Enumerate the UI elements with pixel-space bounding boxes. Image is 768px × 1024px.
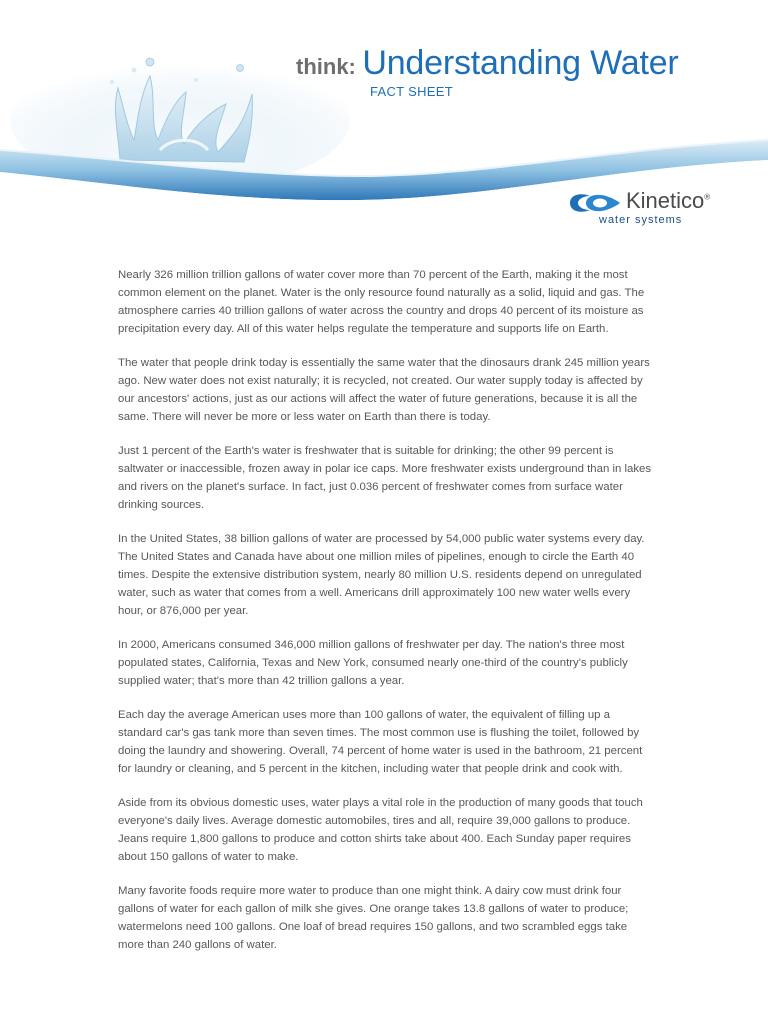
title-line [296, 46, 756, 80]
title-block [296, 46, 756, 99]
kinetico-logo [566, 186, 736, 230]
paragraph: Just 1 percent of the Earth's water is freshwater that is suitable for drinking; the other 99 percent is saltwater or inaccessible, frozen away in polar ice caps. More freshwater exists underground than in lakes and rivers on the planet's surface. In fact, just 0.036 percent of freshwater comes from surface water drinking sources. [118, 445, 652, 511]
water-splash-header-image [0, 0, 768, 215]
paragraph: Nearly 326 million trillion gallons of water cover more than 70 percent of the Earth, making it the most common element on the planet. Water is the only resource found naturally as a solid, liquid and gas. The atmosphere carries 40 trillion gallons of water across the country and drops 40 percent of its moisture as precipitation every day. All of this water helps regulate the temperature and supports life on Earth. [118, 269, 645, 335]
logo-tagline: water systems [599, 214, 683, 226]
logo-name-text: Kinetico [626, 188, 705, 213]
registered-mark: ® [704, 192, 711, 202]
paragraph: Each day the average American uses more than 100 gallons of water, the equivalent of filling up a standard car's gas tank more than seven times. The most common use is flushing the toilet, followed by doing the laundry and showering. Overall, 74 percent of home water is used in the bathroom, 21 percent for laundry or cleaning, and 5 percent in the kitchen, including water that people drink and cook with. [118, 709, 643, 775]
paragraph: Many favorite foods require more water to produce than one might think. A dairy cow must drink four gallons of water for each gallon of milk she gives. One orange takes 13.8 gallons of water to produce; watermelons need 100 gallons. One loaf of bread requires 150 gallons, and two scrambled eggs take more than 240 gallons of water. [118, 885, 629, 951]
logo-name [626, 188, 710, 214]
think-label: think: [296, 54, 356, 79]
paragraph: In the United States, 38 billion gallons of water are processed by 54,000 public water systems every day. The United States and Canada have about one million miles of pipelines, enough to circle the Earth 40 times. Despite the extensive distribution system, nearly 80 million U.S. residents depend on unregulated water, such as water that comes from a well. Americans drill approximately 100 new water wells every hour, or 876,000 per year. [118, 533, 645, 617]
page-title: Understanding Water [362, 44, 679, 82]
paragraph: In 2000, Americans consumed 346,000 million gallons of freshwater per day. The nation's three most populated states, California, Texas and New York, consumed nearly one-third of the country's publicly supplied water; that's more than 42 trillion gallons a year. [118, 639, 628, 687]
kinetico-swirl-logo-icon [566, 190, 622, 216]
page-subtitle: FACT SHEET [370, 84, 453, 99]
paragraph: Aside from its obvious domestic uses, water plays a vital role in the production of many goods that touch everyone's daily lives. Average domestic automobiles, tires and all, require 39,000 gallons to produce. Jeans require 1,800 gallons to produce and cotton shirts take about 400. Each Sunday paper requires about 150 gallons of water to make. [118, 797, 643, 863]
paragraph: The water that people drink today is essentially the same water that the dinosaurs drank 245 million years ago. New water does not exist naturally; it is recycled, not created. Our water supply today is affected by our ancestors' actions, just as our actions will affect the water of future generations, because it is all the same. There will never be more or less water on Earth than there is today. [118, 357, 650, 423]
body-text [118, 266, 656, 970]
